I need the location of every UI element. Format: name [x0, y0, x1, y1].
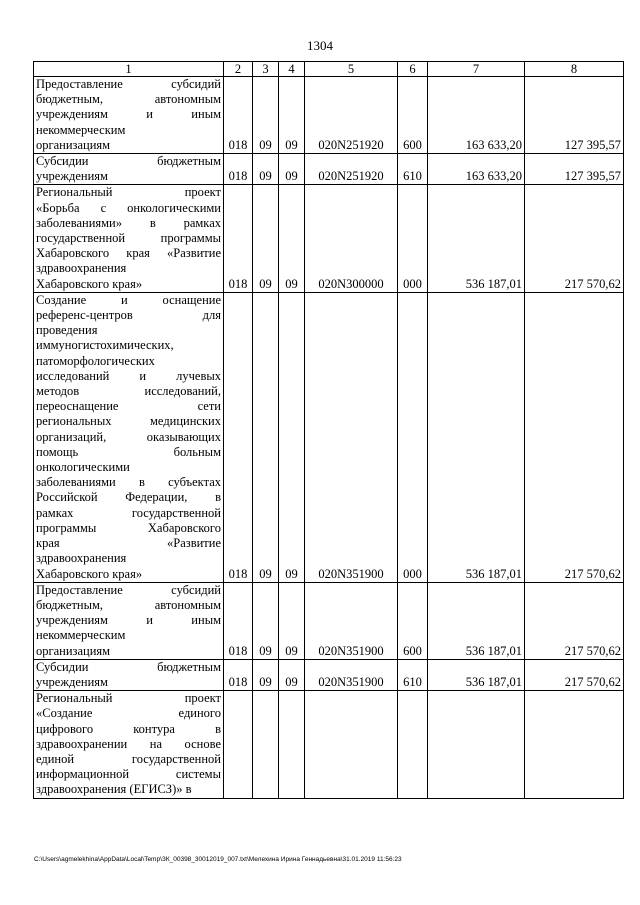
cell-amount-2019 — [428, 691, 525, 798]
description-line: Предоставление субсидий — [36, 582, 221, 597]
page-number: 1304 — [307, 38, 333, 53]
description-line: программы Хабаровского — [36, 520, 221, 535]
description-line: Хабаровского края» — [36, 276, 143, 291]
table-row — [34, 292, 624, 582]
description-line: учреждениям и иным — [36, 613, 221, 628]
description-line: региональных медицинских — [36, 414, 221, 429]
description-line: учреждениям — [36, 674, 108, 689]
header-col-6: 6 — [398, 62, 428, 77]
header-col-8: 8 — [525, 62, 624, 77]
table-row — [34, 154, 624, 185]
description-line: некоммерческим — [36, 628, 126, 643]
header-col-3: 3 — [253, 62, 279, 77]
cell-amount-2020: 127 395,57 — [525, 154, 624, 185]
header-col-4: 4 — [279, 62, 305, 77]
cell-amount-2020 — [525, 691, 624, 798]
table-row — [34, 659, 624, 690]
description-line: проведения — [36, 323, 98, 338]
header-col-5: 5 — [305, 62, 398, 77]
cell-target-article: 020N251920 — [305, 154, 398, 185]
description-line: организаций, оказывающих — [36, 429, 221, 444]
description-line: заболеваниями в субъектах — [36, 475, 221, 490]
description-line: организациям — [36, 643, 111, 658]
cell-expense-type: 610 — [398, 154, 428, 185]
cell-subsection: 09 — [279, 292, 305, 582]
cell-gr-code — [224, 691, 253, 798]
description-line: Региональный проект — [36, 691, 221, 706]
cell-section: 09 — [253, 154, 279, 185]
table-row — [34, 77, 624, 154]
cell-amount-2020: 127 395,57 — [525, 77, 624, 154]
description-line: исследований и лучевых — [36, 368, 221, 383]
description-line: государственной программы — [36, 231, 221, 246]
cell-amount-2020: 217 570,62 — [525, 185, 624, 292]
cell-amount-2019: 536 187,01 — [428, 185, 525, 292]
row-description — [34, 659, 224, 690]
row-description — [34, 582, 224, 659]
cell-expense-type: 600 — [398, 582, 428, 659]
description-line: Субсидии бюджетным — [36, 154, 221, 169]
header-col-2: 2 — [224, 62, 253, 77]
cell-gr-code: 018 — [224, 582, 253, 659]
cell-subsection: 09 — [279, 659, 305, 690]
row-description — [34, 77, 224, 154]
cell-gr-code: 018 — [224, 77, 253, 154]
cell-section: 09 — [253, 659, 279, 690]
description-line: методов исследований, — [36, 384, 221, 399]
description-line: организациям — [36, 137, 111, 152]
cell-target-article: 020N351900 — [305, 582, 398, 659]
description-line: переоснащение сети — [36, 399, 221, 414]
description-line: здравоохранения (ЕГИСЗ)» в — [36, 782, 192, 797]
description-line: бюджетным, автономным — [36, 92, 221, 107]
description-line: цифрового контура в — [36, 721, 221, 736]
description-line: иммуногистохимических, — [36, 338, 174, 353]
cell-section: 09 — [253, 292, 279, 582]
cell-subsection: 09 — [279, 154, 305, 185]
cell-subsection: 09 — [279, 77, 305, 154]
description-line: Региональный проект — [36, 185, 221, 200]
description-line: «Борьба с онкологическими — [36, 200, 221, 215]
cell-section — [253, 691, 279, 798]
description-line: патоморфологических — [36, 353, 155, 368]
cell-amount-2019: 163 633,20 — [428, 154, 525, 185]
cell-section: 09 — [253, 77, 279, 154]
table-body — [34, 77, 624, 799]
cell-expense-type: 000 — [398, 292, 428, 582]
table-row — [34, 691, 624, 798]
cell-subsection: 09 — [279, 185, 305, 292]
cell-expense-type: 610 — [398, 659, 428, 690]
description-line: онкологическими — [36, 460, 130, 475]
description-line: учреждениям — [36, 169, 108, 184]
cell-gr-code: 018 — [224, 292, 253, 582]
description-line: Хабаровского края» — [36, 566, 143, 581]
description-line: края «Развитие — [36, 536, 221, 551]
description-line: рамках государственной — [36, 505, 221, 520]
cell-amount-2020: 217 570,62 — [525, 659, 624, 690]
cell-gr-code: 018 — [224, 154, 253, 185]
description-line: помощь больным — [36, 444, 221, 459]
cell-target-article: 020N300000 — [305, 185, 398, 292]
budget-table — [33, 61, 624, 799]
header-row — [34, 62, 624, 77]
cell-amount-2020: 217 570,62 — [525, 582, 624, 659]
header-col-7: 7 — [428, 62, 525, 77]
description-line: референс-центров для — [36, 308, 221, 323]
cell-target-article: 020N251920 — [305, 77, 398, 154]
description-line: единой государственной — [36, 751, 221, 766]
cell-section: 09 — [253, 185, 279, 292]
cell-subsection — [279, 691, 305, 798]
cell-gr-code: 018 — [224, 659, 253, 690]
description-line: «Создание единого — [36, 706, 221, 721]
description-line: бюджетным, автономным — [36, 597, 221, 612]
cell-target-article — [305, 691, 398, 798]
table-row — [34, 582, 624, 659]
cell-section: 09 — [253, 582, 279, 659]
cell-amount-2019: 536 187,01 — [428, 582, 525, 659]
table-row — [34, 185, 624, 292]
description-line: некоммерческим — [36, 122, 126, 137]
description-line: Создание и оснащение — [36, 292, 221, 307]
cell-target-article: 020N351900 — [305, 659, 398, 690]
row-description — [34, 154, 224, 185]
cell-amount-2019: 536 187,01 — [428, 292, 525, 582]
cell-target-article: 020N351900 — [305, 292, 398, 582]
cell-amount-2019: 163 633,20 — [428, 77, 525, 154]
footer-file-path: C:\Users\agmelekhina\AppData\Local\Temp\ЗК_00398_30012019_007.txt\Мелехина Ирина Геннадьевна\31.01.2019 11:56:23 — [34, 856, 402, 863]
description-line: здравоохранения — [36, 551, 127, 566]
description-line: здравоохранения — [36, 261, 127, 276]
description-line: учреждениям и иным — [36, 107, 221, 122]
header-col-1: 1 — [34, 62, 224, 77]
row-description — [34, 292, 224, 582]
cell-amount-2019: 536 187,01 — [428, 659, 525, 690]
cell-expense-type: 000 — [398, 185, 428, 292]
cell-expense-type — [398, 691, 428, 798]
cell-gr-code: 018 — [224, 185, 253, 292]
cell-amount-2020: 217 570,62 — [525, 292, 624, 582]
description-line: Субсидии бюджетным — [36, 659, 221, 674]
row-description — [34, 185, 224, 292]
description-line: заболеваниями» в рамках — [36, 215, 221, 230]
description-line: информационной системы — [36, 767, 221, 782]
description-line: Российской Федерации, в — [36, 490, 221, 505]
description-line: здравоохранении на основе — [36, 736, 221, 751]
cell-subsection: 09 — [279, 582, 305, 659]
cell-expense-type: 600 — [398, 77, 428, 154]
row-description — [34, 691, 224, 798]
description-line: Хабаровского края «Развитие — [36, 246, 221, 261]
description-line: Предоставление субсидий — [36, 77, 221, 91]
